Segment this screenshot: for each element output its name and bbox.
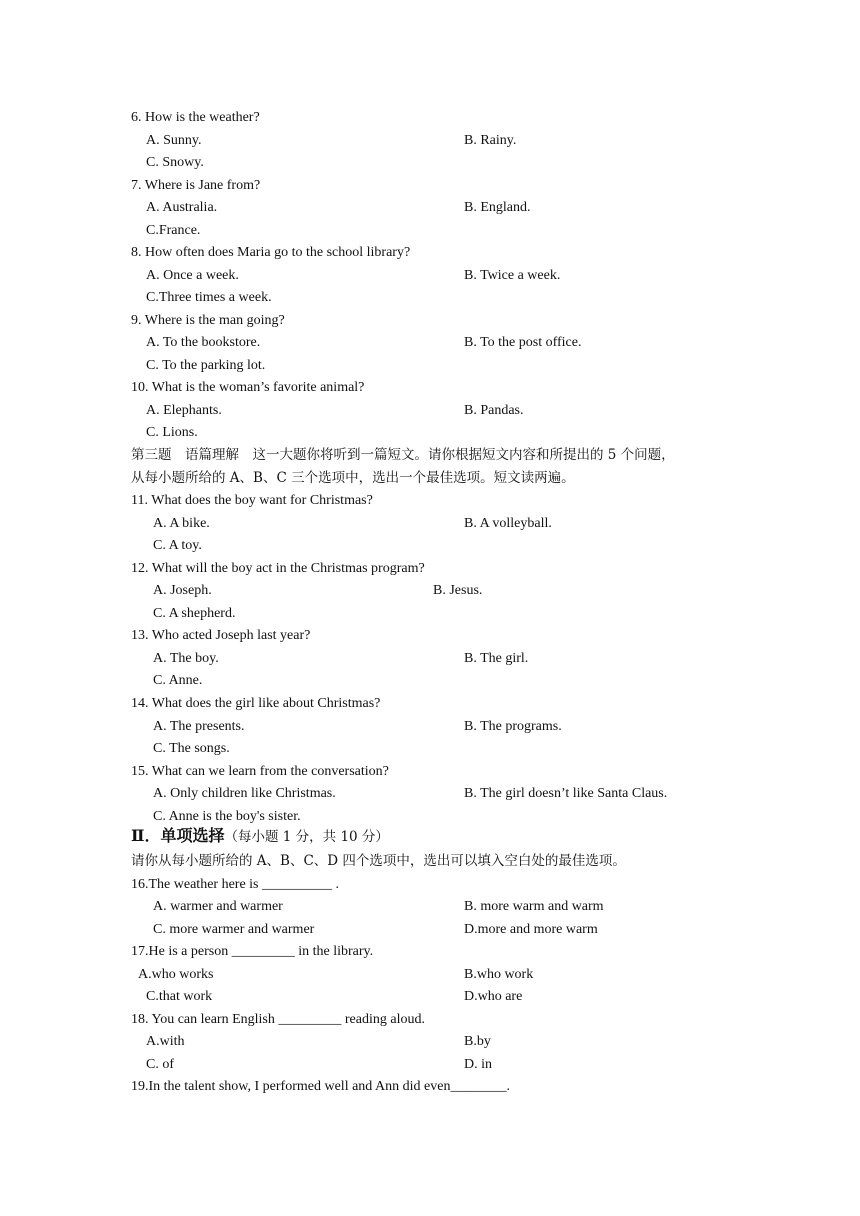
question-18: 18. You can learn English _________ reading aloud. (131, 1012, 425, 1027)
question-16: 16.The weather here is __________ . (131, 877, 339, 892)
option-16-b: B. more warm and warm (464, 899, 604, 914)
option-13-a: A. The boy. (153, 651, 219, 666)
option-12-a: A. Joseph. (153, 583, 212, 598)
question-14: 14. What does the girl like about Christmas? (131, 696, 381, 711)
option-17-a: A.who works (138, 967, 214, 982)
question-17: 17.He is a person _________ in the library. (131, 944, 374, 959)
question-10: 10. What is the woman’s favorite animal? (131, 380, 365, 395)
section2-instruction: 请你从每小题所给的 A、B、C、D 四个选项中，选出可以填入空白处的最佳选项。 (131, 853, 626, 869)
question-8: 8. How often does Maria go to the school library? (131, 245, 411, 260)
option-17-c: C.that work (146, 989, 213, 1004)
option-15-b: B. The girl doesn’t like Santa Claus. (464, 786, 668, 801)
option-18-b: B.by (464, 1034, 491, 1049)
option-6-b: B. Rainy. (464, 133, 517, 148)
option-13-b: B. The girl. (464, 651, 529, 666)
question-6: 6. How is the weather? (131, 110, 260, 125)
question-19: 19.In the talent show, I performed well and Ann did even________. (131, 1079, 510, 1094)
option-11-a: A. A bike. (153, 516, 210, 531)
section2-score: （每小题 1 分，共 10 分） (224, 829, 389, 845)
option-10-a: A. Elephants. (146, 403, 222, 418)
option-16-c: C. more warmer and warmer (153, 922, 315, 937)
option-6-a: A. Sunny. (146, 133, 202, 148)
question-12: 12. What will the boy act in the Christmas program? (131, 561, 425, 576)
option-9-b: B. To the post office. (464, 335, 582, 350)
option-18-d: D. in (464, 1057, 492, 1072)
option-17-b: B.who work (464, 967, 534, 982)
question-7: 7. Where is Jane from? (131, 178, 261, 193)
option-11-b: B. A volleyball. (464, 516, 552, 531)
option-15-a: A. Only children like Christmas. (153, 786, 336, 801)
section2-heading (131, 828, 389, 847)
option-14-c: C. The songs. (153, 741, 230, 756)
option-15-c: C. Anne is the boy's sister. (153, 809, 301, 824)
option-13-c: C. Anne. (153, 673, 203, 688)
option-7-b: B. England. (464, 200, 531, 215)
option-18-c: C. of (146, 1057, 174, 1072)
option-7-a: A. Australia. (146, 200, 218, 215)
part3-intro-line1: 第三题 语篇理解 这一大题你将听到一篇短文。请你根据短文内容和所提出的 5 个问题， (131, 447, 675, 463)
option-14-a: A. The presents. (153, 719, 245, 734)
question-11: 11. What does the boy want for Christmas? (131, 493, 373, 508)
option-9-a: A. To the bookstore. (146, 335, 261, 350)
option-8-c: C.Three times a week. (146, 290, 272, 305)
question-13: 13. Who acted Joseph last year? (131, 628, 311, 643)
section2-title: Ⅱ．单项选择 (131, 828, 225, 845)
option-17-d: D.who are (464, 989, 523, 1004)
option-8-a: A. Once a week. (146, 268, 239, 283)
question-15: 15. What can we learn from the conversation? (131, 764, 389, 779)
option-12-c: C. A shepherd. (153, 606, 236, 621)
option-14-b: B. The programs. (464, 719, 562, 734)
part3-intro-line2: 从每小题所给的 A、B、C 三个选项中，选出一个最佳选项。短文读两遍。 (131, 470, 575, 486)
option-18-a: A.with (146, 1034, 185, 1049)
option-9-c: C. To the parking lot. (146, 358, 266, 373)
option-10-c: C. Lions. (146, 425, 198, 440)
option-16-d: D.more and more warm (464, 922, 598, 937)
option-16-a: A. warmer and warmer (153, 899, 283, 914)
option-11-c: C. A toy. (153, 538, 202, 553)
option-12-b: B. Jesus. (433, 583, 483, 598)
option-7-c: C.France. (146, 223, 201, 238)
option-6-c: C. Snowy. (146, 155, 204, 170)
option-10-b: B. Pandas. (464, 403, 524, 418)
option-8-b: B. Twice a week. (464, 268, 561, 283)
question-9: 9. Where is the man going? (131, 313, 285, 328)
